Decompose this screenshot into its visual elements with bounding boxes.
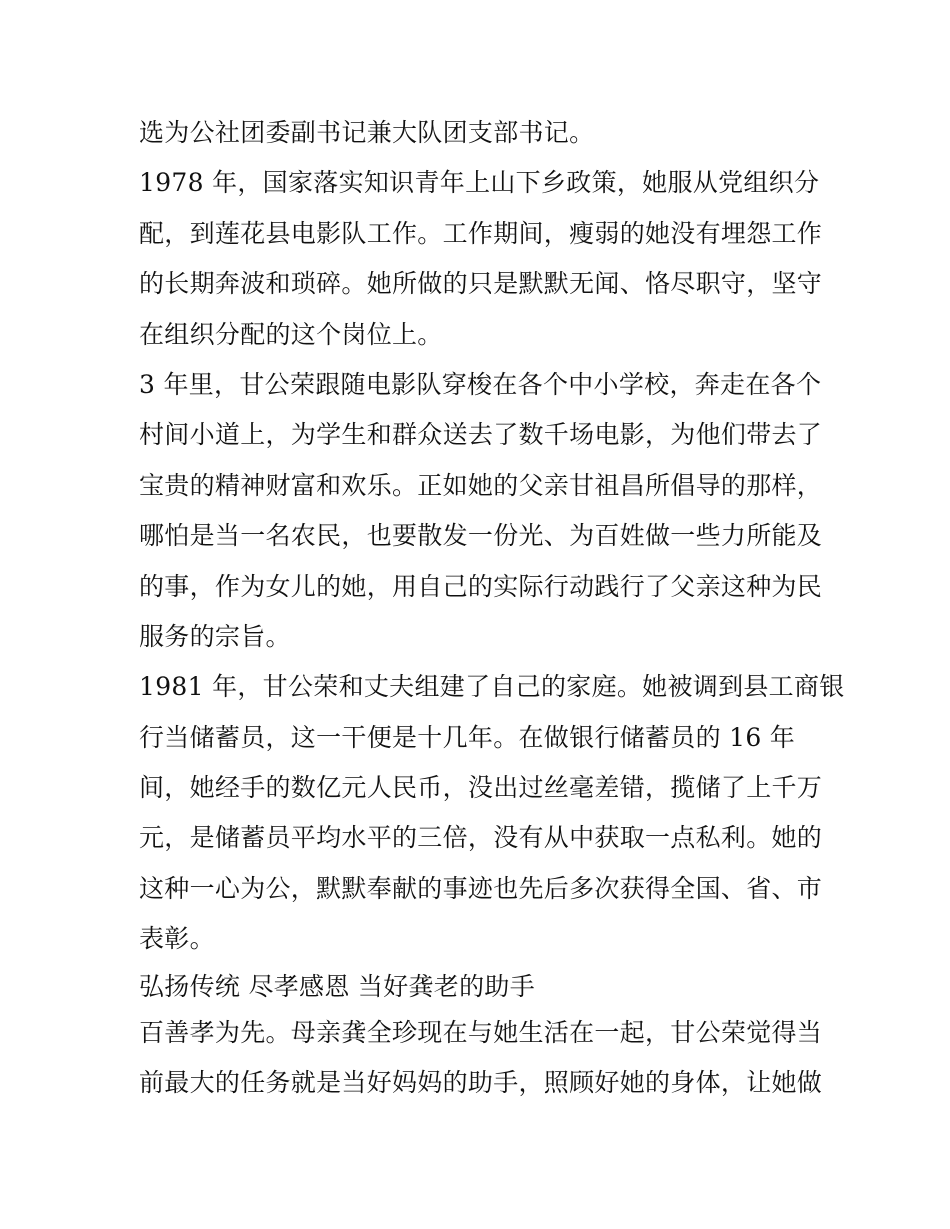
section-heading: 弘扬传统 尽孝感恩 当好龚老的助手 <box>139 971 535 1001</box>
text-line: 服务的宗旨。 <box>139 621 291 651</box>
text-line: 元，是储蓄员平均水平的三倍，没有从中获取一点私利。她的 <box>139 823 823 853</box>
text-line: 宝贵的精神财富和欢乐。正如她的父亲甘祖昌所倡导的那样， <box>139 470 823 500</box>
text-line: 选为公社团委副书记兼大队团支部书记。 <box>139 118 595 147</box>
text-line: 1978 年，国家落实知识青年上山下乡政策，她服从党组织分 <box>139 168 820 198</box>
text-line: 村间小道上，为学生和群众送去了数千场电影，为他们带去了 <box>139 420 823 450</box>
text-line: 行当储蓄员，这一干便是十几年。在做银行储蓄员的 16 年 <box>139 722 796 752</box>
text-line: 配，到莲花县电影队工作。工作期间，瘦弱的她没有埋怨工作 <box>139 218 823 248</box>
text-line: 间，她经手的数亿元人民币，没出过丝毫差错，揽储了上千万 <box>139 773 823 803</box>
text-line: 在组织分配的这个岗位上。 <box>139 319 443 349</box>
text-line: 1981 年，甘公荣和丈夫组建了自己的家庭。她被调到县工商银 <box>139 672 845 702</box>
body-text <box>139 108 845 1108</box>
text-line: 这种一心为公，默默奉献的事迹也先后多次获得全国、省、市 <box>139 873 823 903</box>
text-line: 表彰。 <box>139 924 215 954</box>
text-line: 百善孝为先。母亲龚全珍现在与她生活在一起，甘公荣觉得当 <box>139 1017 823 1047</box>
text-line: 3 年里，甘公荣跟随电影队穿梭在各个中小学校，奔走在各个 <box>139 369 822 399</box>
text-line: 的事，作为女儿的她，用自己的实际行动践行了父亲这种为民 <box>139 571 823 601</box>
text-line: 哪怕是当一名农民，也要散发一份光、为百姓做一些力所能及 <box>139 521 823 551</box>
text-line: 的长期奔波和琐碎。她所做的只是默默无闻、恪尽职守，坚守 <box>139 269 823 299</box>
text-line: 前最大的任务就是当好妈妈的助手，照顾好她的身体，让她做 <box>139 1068 823 1098</box>
